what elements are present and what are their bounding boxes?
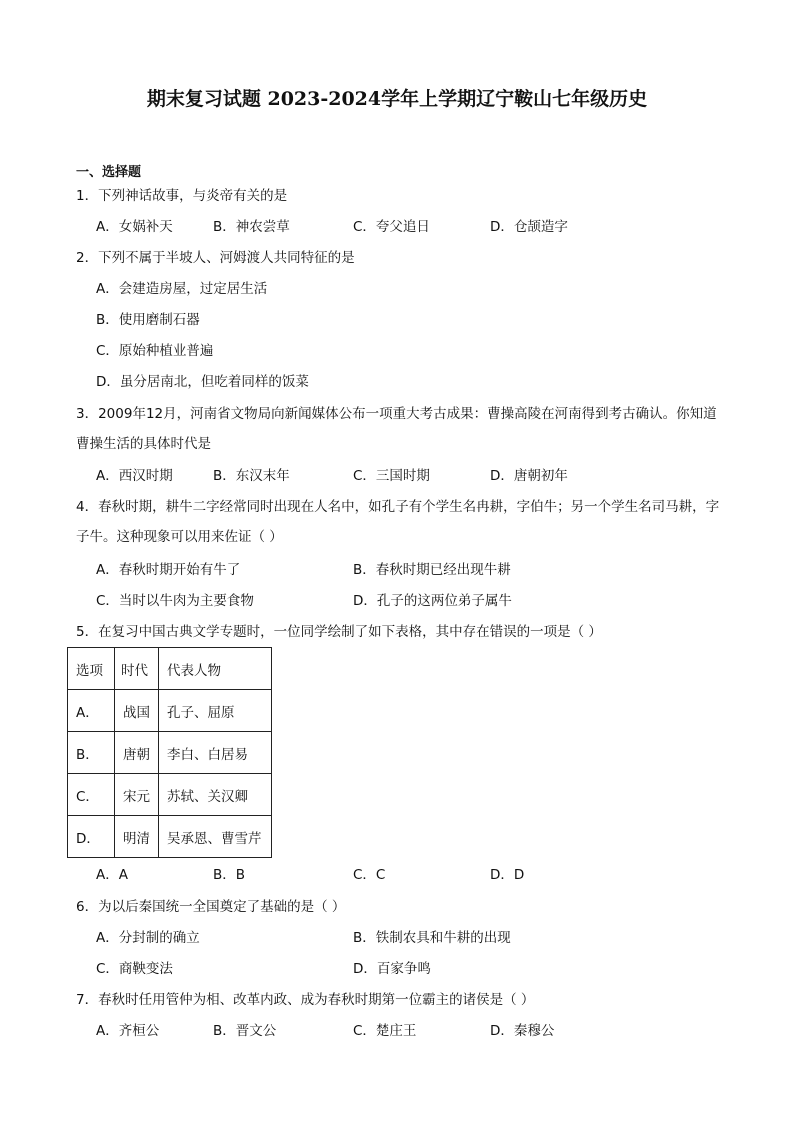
- q5-option-c: C．C: [353, 867, 386, 883]
- q3-option-a: A．西汉时期: [96, 468, 173, 484]
- section-heading: 一、选择题: [76, 165, 142, 180]
- exam-title: 期末复习试题 2023-2024学年上学期辽宁鞍山七年级历史: [146, 88, 648, 110]
- q4-option-b: B．春秋时期已经出现牛耕: [353, 562, 511, 578]
- q6-option-a: A．分封制的确立: [96, 930, 200, 946]
- question-7-stem: 7．春秋时任用管仲为相、改革内政、成为春秋时期第一位霸主的诸侯是（ ）: [76, 992, 535, 1008]
- q6-option-d: D．百家争鸣: [353, 961, 431, 977]
- table-cell: 孔子、屈原: [159, 690, 272, 732]
- q4-option-a: A．春秋时期开始有牛了: [96, 562, 241, 578]
- literature-table: [67, 647, 272, 858]
- q5-option-d: D．D: [490, 867, 525, 883]
- q3-option-b: B．东汉末年: [213, 468, 290, 484]
- table-row: [68, 774, 272, 816]
- table-cell: C．: [68, 774, 115, 816]
- q2-option-b: B．使用磨制石器: [96, 312, 200, 328]
- q7-option-b: B．晋文公: [213, 1023, 277, 1039]
- table-cell: A．: [68, 690, 115, 732]
- q6-option-c: C．商鞅变法: [96, 961, 173, 977]
- table-cell: 战国: [115, 690, 159, 732]
- q2-option-c: C．原始种植业普遍: [96, 343, 214, 359]
- q1-option-a: A．女娲补天: [96, 219, 173, 235]
- q6-option-b: B．铁制农具和牛耕的出现: [353, 930, 511, 946]
- q4-option-d: D．孔子的这两位弟子属牛: [353, 593, 512, 609]
- table-row: [68, 732, 272, 774]
- table-cell: 唐朝: [115, 732, 159, 774]
- q7-option-c: C．楚庄王: [353, 1023, 417, 1039]
- table-cell: 苏轼、关汉卿: [159, 774, 272, 816]
- table-header-cell: 选项: [68, 648, 115, 690]
- q7-option-a: A．齐桓公: [96, 1023, 160, 1039]
- q1-option-b: B．神农尝草: [213, 219, 290, 235]
- table-header-row: [68, 648, 272, 690]
- q4-option-c: C．当时以牛肉为主要食物: [96, 593, 254, 609]
- q5-option-a: A．A: [96, 867, 128, 883]
- q3-option-d: D．唐朝初年: [490, 468, 568, 484]
- table-row: [68, 690, 272, 732]
- table-cell: 明清: [115, 816, 159, 858]
- question-5-stem: 5．在复习中国古典文学专题时，一位同学绘制了如下表格，其中存在错误的一项是（ ）: [76, 624, 602, 640]
- q2-option-d: D．虽分居南北，但吃着同样的饭菜: [96, 374, 309, 390]
- table-cell: 宋元: [115, 774, 159, 816]
- table-cell: 吴承恩、曹雪芹: [159, 816, 272, 858]
- table-cell: D．: [68, 816, 115, 858]
- table-cell: B．: [68, 732, 115, 774]
- question-3-stem: 3．2009年12月，河南省文物局向新闻媒体公布一项重大考古成果：曹操高陵在河南得到考古确认。你知道曹操生活的具体时代是: [76, 406, 717, 452]
- q1-option-d: D．仓颉造字: [490, 219, 568, 235]
- question-4-stem: 4．春秋时期，耕牛二字经常同时出现在人名中，如孔子有个学生名冉耕，字伯牛；另一个学生名司马耕，字子牛。这种现象可以用来佐证（ ）: [76, 499, 720, 545]
- table-cell: 李白、白居易: [159, 732, 272, 774]
- question-2-stem: 2．下列不属于半坡人、河姆渡人共同特征的是: [76, 250, 355, 266]
- q7-option-d: D．秦穆公: [490, 1023, 555, 1039]
- question-6-stem: 6．为以后秦国统一全国奠定了基础的是（ ）: [76, 899, 346, 915]
- q1-option-c: C．夸父追日: [353, 219, 430, 235]
- q2-option-a: A．会建造房屋，过定居生活: [96, 281, 268, 297]
- q3-option-c: C．三国时期: [353, 468, 430, 484]
- table-header-cell: 代表人物: [159, 648, 272, 690]
- table-header-cell: 时代: [115, 648, 159, 690]
- q5-option-b: B．B: [213, 867, 246, 883]
- question-1-stem: 1．下列神话故事，与炎帝有关的是: [76, 188, 288, 204]
- table-row: [68, 816, 272, 858]
